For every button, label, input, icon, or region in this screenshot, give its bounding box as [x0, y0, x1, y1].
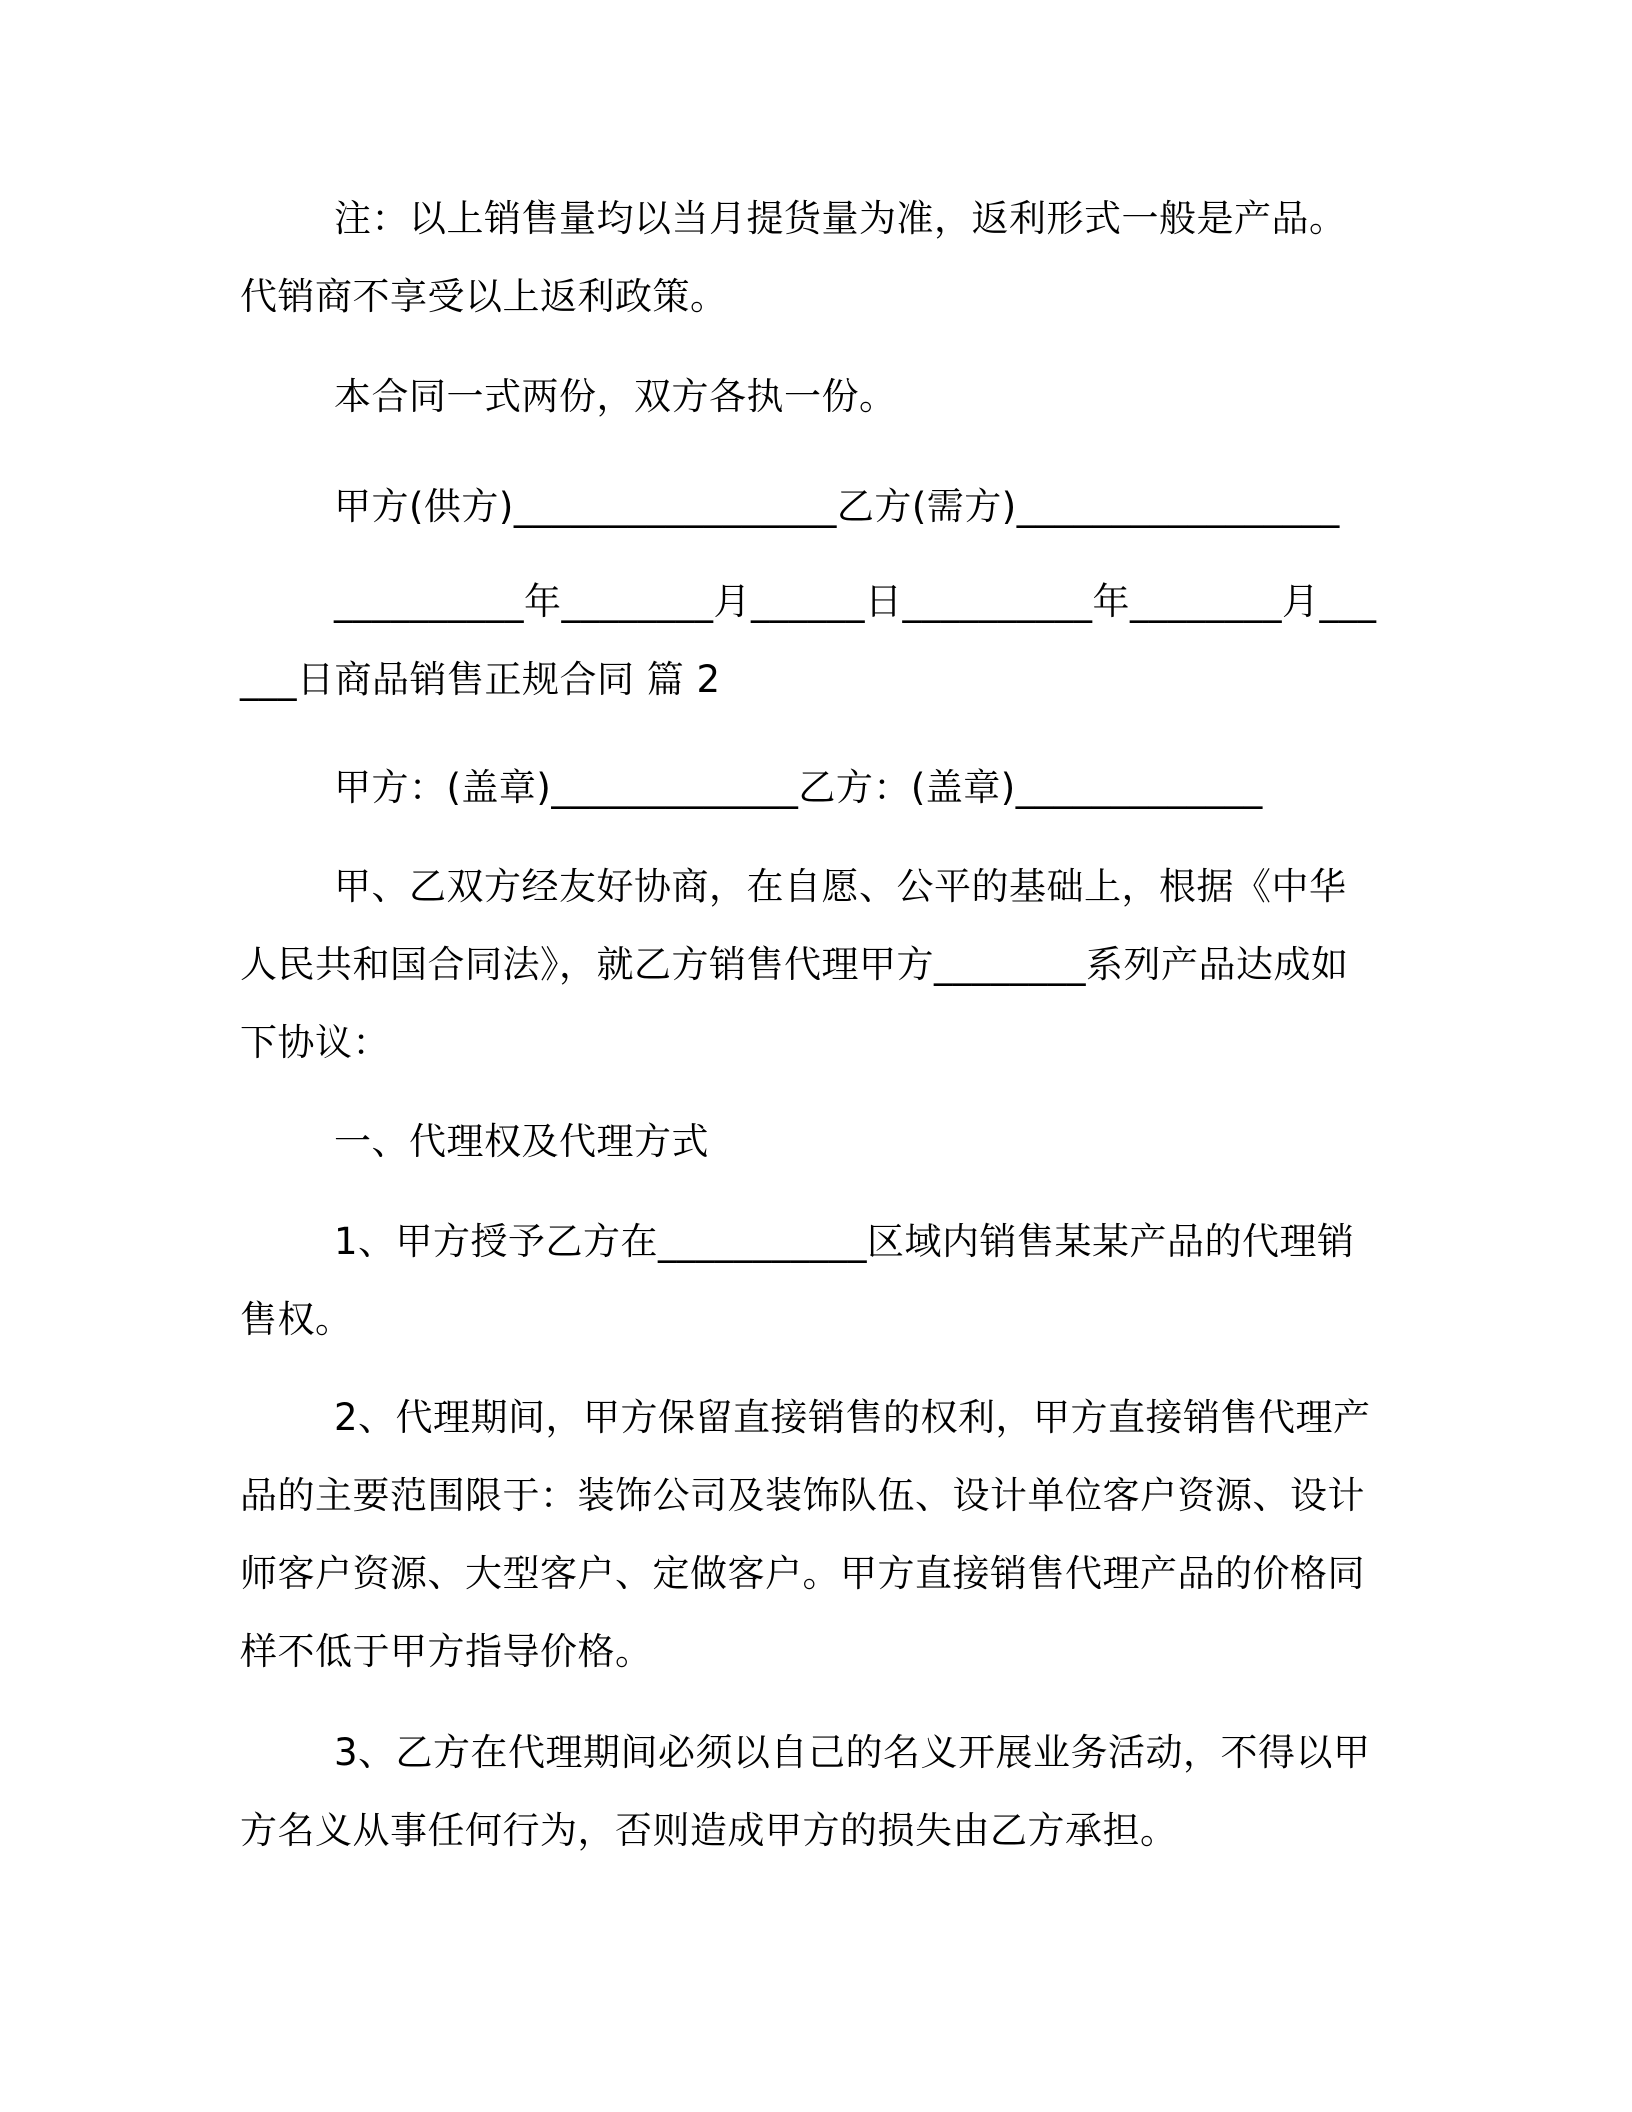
clause-1: 1、甲方授予乙方在___________区域内销售某某产品的代理销售权。 — [240, 1220, 1355, 1341]
paragraph-signature-parties: 甲方(供方)_________________乙方(需方)_________________ — [334, 485, 1340, 528]
clause-3: 3、乙方在代理期间必须以自己的名义开展业务活动，不得以甲方名义从事任何行为，否则造成甲方的损失由乙方承担。 — [240, 1731, 1371, 1852]
paragraph-copies: 本合同一式两份，双方各执一份。 — [334, 375, 897, 418]
clause-2: 2、代理期间，甲方保留直接销售的权利，甲方直接销售代理产品的主要范围限于：装饰公司及装饰队伍、设计单位客户资源、设计师客户资源、大型客户、定做客户。甲方直接销售代理产品的价格同样不低于甲方指导价格。 — [240, 1396, 1371, 1673]
paragraph-dates-title: __________年________月______日__________年________月______日商品销售正规合同 篇 2 — [240, 580, 1377, 701]
section-heading-agency: 一、代理权及代理方式 — [334, 1120, 709, 1163]
paragraph-preamble: 甲、乙双方经友好协商，在自愿、公平的基础上，根据《中华人民共和国合同法》，就乙方销售代理甲方________系列产品达成如下协议： — [240, 865, 1349, 1064]
paragraph-seal-line: 甲方：(盖章)_____________乙方：(盖章)_____________ — [334, 766, 1263, 809]
paragraph-rebate-note: 注：以上销售量均以当月提货量为准，返利形式一般是产品。代销商不享受以上返利政策。 — [240, 197, 1347, 318]
